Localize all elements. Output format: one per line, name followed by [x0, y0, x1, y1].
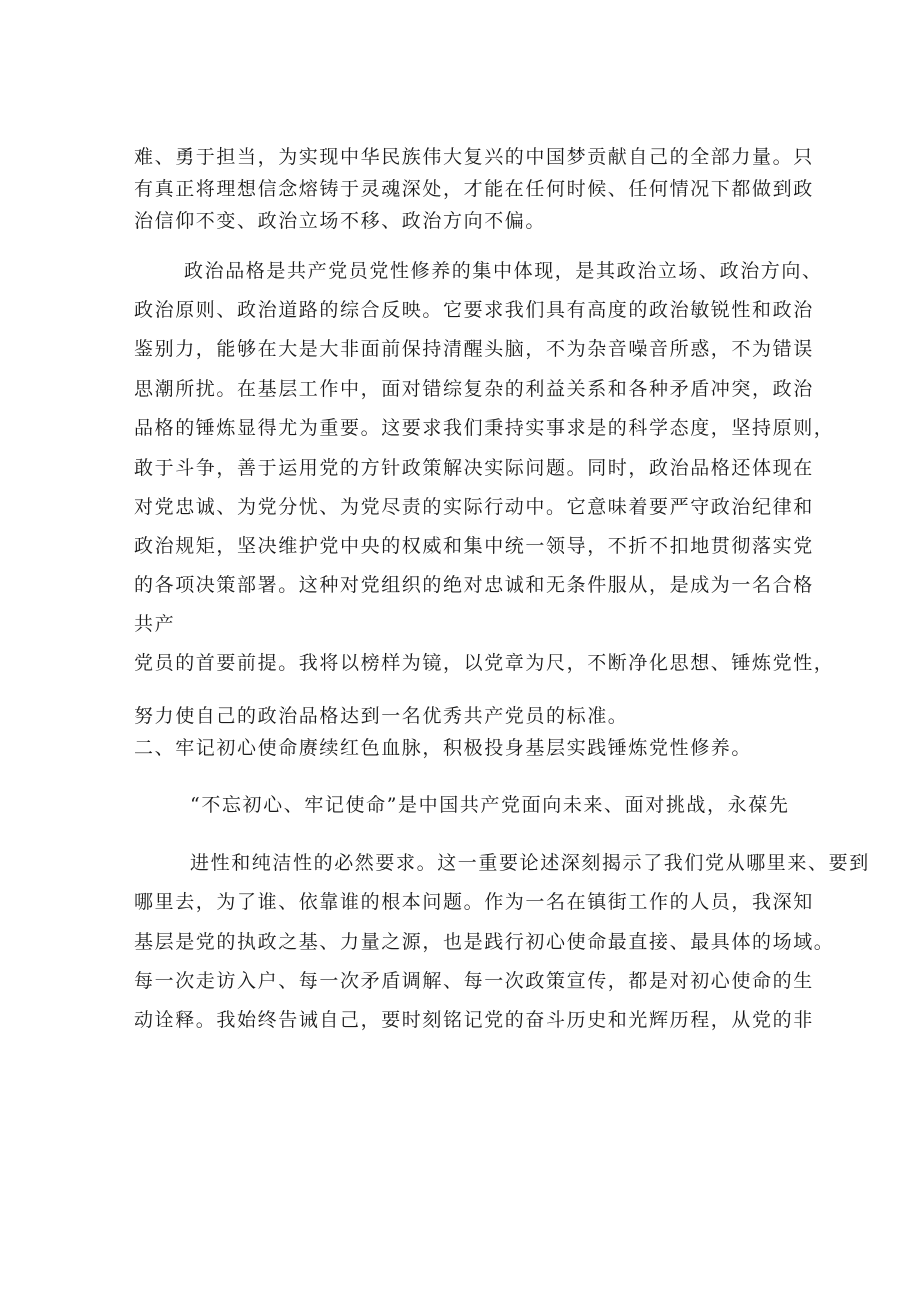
paragraph-first-line: 进性和纯洁性的必然要求。这一重要论述深刻揭示了我们党从哪里来、要到 — [190, 852, 870, 874]
text-line: 品格的锤炼显得尤为重要。这要求我们秉持实事求是的科学态度，坚持原则， — [134, 417, 835, 439]
text-line: 思潮所扰。在基层工作中，面对错综复杂的利益关系和各种矛盾冲突，政治 — [134, 378, 814, 400]
text-line: 有真正将理想信念熔铸于灵魂深处，才能在任何时候、任何情况下都做到政 — [134, 178, 814, 200]
text-line: 二、牢记初心使命赓续红色血脉，积极投身基层实践锤炼党性修养。 — [134, 737, 753, 759]
text-line: 共产 — [134, 613, 176, 635]
text-line: 的各项决策部署。这种对党组织的绝对忠诚和无条件服从，是成为一名合格 — [134, 574, 814, 596]
text-line: 基层是党的执政之基、力量之源，也是践行初心使命最直接、最具体的场域。 — [134, 931, 835, 953]
text-line: 哪里去，为了谁、依靠谁的根本问题。作为一名在镇街工作的人员，我深知 — [134, 891, 814, 913]
text-line: 政治规矩，坚决维护党中央的权威和集中统一领导，不折不扣地贯彻落实党 — [134, 535, 814, 557]
text-line: 鉴别力，能够在大是大非面前保持清醒头脑，不为杂音噪音所惑，不为错误 — [134, 338, 814, 360]
section-heading: “不忘初心、牢记使命”是中国共产党面向未来、面对挑战，永葆先 — [190, 794, 790, 816]
text-line: 动诠释。我始终告诫自己，要时刻铭记党的奋斗历史和光辉历程，从党的非 — [134, 1009, 814, 1031]
text-line: 努力使自己的政治品格达到一名优秀共产党员的标准。 — [134, 705, 629, 727]
text-line: 政治原则、政治道路的综合反映。它要求我们具有高度的政治敏锐性和政治 — [134, 299, 814, 321]
text-line: 治信仰不变、政治立场不移、政治方向不偏。 — [134, 210, 547, 232]
text-line: 党员的首要前提。我将以榜样为镜，以党章为尺，不断净化思想、锤炼党性， — [134, 652, 835, 674]
text-line: 敢于斗争，善于运用党的方针政策解决实际问题。同时，政治品格还体现在 — [134, 457, 814, 479]
text-line: 每一次走访入户、每一次矛盾调解、每一次政策宣传，都是对初心使命的生 — [134, 970, 814, 992]
paragraph-first-line: 政治品格是共产党员党性修养的集中体现，是其政治立场、政治方向、 — [184, 260, 823, 282]
text-line: 对党忠诚、为党分忧、为党尽责的实际行动中。它意味着要严守政治纪律和 — [134, 496, 814, 518]
text-line: 难、勇于担当，为实现中华民族伟大复兴的中国梦贡献自己的全部力量。只 — [134, 146, 814, 168]
